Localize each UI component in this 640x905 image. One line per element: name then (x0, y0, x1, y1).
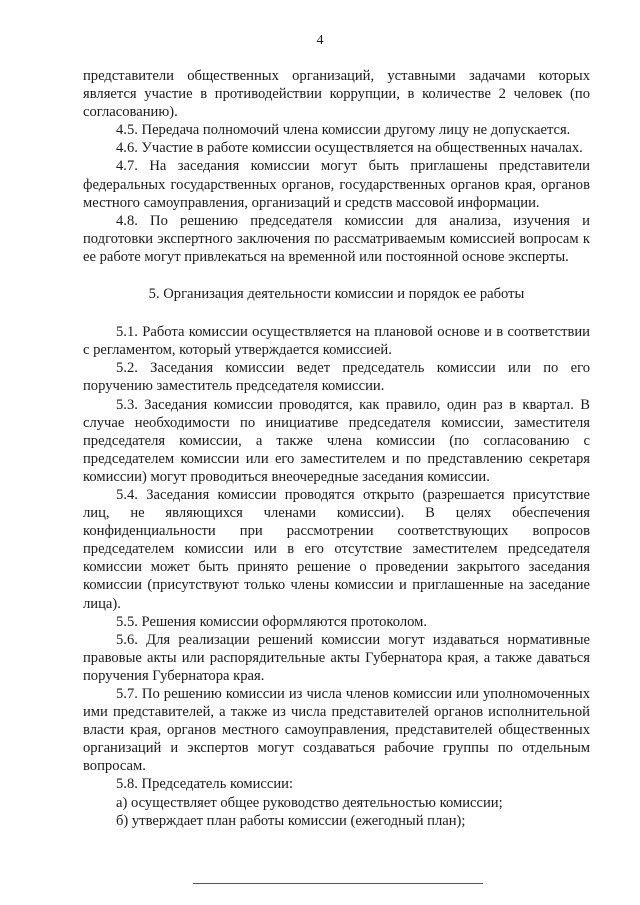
paragraph-p-5-5: 5.5. Решения комиссии оформляются протоколом. (116, 613, 428, 630)
paragraph-p-4-6: 4.6. Участие в работе комиссии осуществляется на общественных началах. (116, 140, 583, 157)
paragraph-p-5-1: 5.1. Работа комиссии осуществляется на плановой основе и в соответствии с регламентом, который утверждается комиссией. (83, 324, 590, 359)
paragraph-p-4-8: 4.8. По решению председателя комиссии для анализа, изучения и подготовки экспертного заключения по рассматриваемым комиссией вопросам к ее работе могут привлекаться на временной или постоянной основе эксперты. (83, 212, 590, 265)
paragraph-p-5-6: 5.6. Для реализации решений комиссии могут издаваться нормативные правовые акты или распорядительные акты Губернатора края, а также даваться поручения Губернатора края. (83, 631, 590, 684)
paragraph-p-5-4: 5.4. Заседания комиссии проводятся открыто (разрешается присутствие лиц, не являющихся членами комиссии). В целях обеспечения конфиденциальности при рассмотрении соответствующих вопросов председателем комиссии или в его отсутствие заместителем председателя комиссии может быть принято решение о проведении закрытого заседания комиссии (присутствуют только члены комиссии и приглашенные на заседание лица). (83, 486, 590, 612)
section-heading: 5. Организация деятельности комиссии и порядок ее работы (148, 286, 525, 303)
paragraph-p-5-7: 5.7. По решению комиссии из числа членов комиссии или уполномоченных ими представителей, а также из числа представителей органов исполнительной власти края, органов местного самоуправления, представителей общественных организаций и экспертов могут создаваться рабочие группы по отдельным вопросам. (83, 686, 590, 775)
section-4-continuation (83, 67, 590, 266)
paragraph-p-4-4-cont: представители общественных организаций, уставными задачами которых является участие в противодействии коррупции, в количестве 2 человек (по согласованию). (83, 68, 590, 121)
paragraph-p-5-8-a: а) осуществляет общее руководство деятельностью комиссии; (116, 794, 503, 811)
bottom-rule (193, 883, 483, 884)
page-number: 4 (316, 33, 324, 48)
paragraph-p-4-5: 4.5. Передача полномочий члена комиссии другому лицу не допускается. (116, 122, 571, 139)
paragraph-p-5-8: 5.8. Председатель комиссии: (116, 776, 294, 793)
paragraph-p-5-2: 5.2. Заседания комиссии ведет председатель комиссии или по его поручению заместитель председателя комиссии. (83, 360, 590, 395)
paragraph-p-5-3: 5.3. Заседания комиссии проводятся, как правило, один раз в квартал. В случае необходимости по инициативе председателя комиссии, заместителя председателя комиссии, а также члена комиссии (по согласованию с председателем комиссии или его заместителем и по представлению секретаря комиссии) могут проводиться внеочередные заседания комиссии. (83, 396, 590, 485)
paragraph-p-5-8-b: б) утверждает план работы комиссии (ежегодный план); (116, 812, 466, 829)
document-body (83, 67, 590, 830)
paragraph-p-4-7: 4.7. На заседания комиссии могут быть приглашены представители федеральных государственных органов, государственных органов края, органов местного самоуправления, организаций и средств массовой информации. (83, 158, 590, 211)
section-5 (83, 323, 590, 830)
